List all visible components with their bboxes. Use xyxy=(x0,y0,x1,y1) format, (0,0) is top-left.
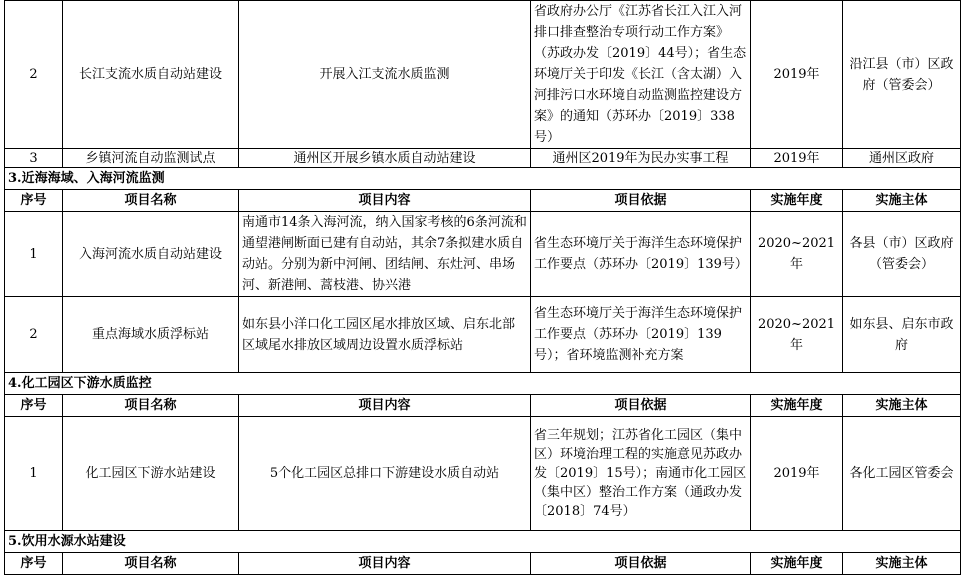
row-basis: 省三年规划；江苏省化工园区（集中区）环境治理工程的实施意见苏政办发〔2019〕15号）；南通市化工园区（集中区）整治工作方案（通政办发〔2018〕74号） xyxy=(531,417,751,531)
header-year: 实施年度 xyxy=(751,395,843,417)
table-row xyxy=(5,149,961,168)
row-subject: 沿江县（市）区政府（管委会） xyxy=(843,1,961,149)
row-seq: 2 xyxy=(5,297,63,373)
header-year: 实施年度 xyxy=(751,190,843,212)
row-content: 如东县小洋口化工园区尾水排放区域、启东北部区域尾水排放区域周边设置水质浮标站 xyxy=(239,297,531,373)
section-title: 3.近海海域、入海河流监测 xyxy=(5,168,961,190)
row-seq: 1 xyxy=(5,417,63,531)
row-name: 化工园区下游水站建设 xyxy=(63,417,239,531)
header-seq: 序号 xyxy=(5,190,63,212)
row-name: 长江支流水质自动站建设 xyxy=(63,1,239,149)
row-content: 开展入江支流水质监测 xyxy=(239,1,531,149)
table-row xyxy=(5,1,961,149)
row-basis: 省生态环境厅关于海洋生态环境保护工作要点（苏环办〔2019〕139号） xyxy=(531,212,751,297)
header-row xyxy=(5,553,961,575)
row-content: 南通市14条入海河流，纳入国家考核的6条河流和通望港闸断面已建有自动站，其余7条拟建水质自动站。分别为新中河闸、团结闸、东灶河、串场河、新港闸、蒿枝港、协兴港 xyxy=(239,212,531,297)
row-content: 5个化工园区总排口下游建设水质自动站 xyxy=(239,417,531,531)
row-basis: 通州区2019年为民办实事工程 xyxy=(531,149,751,168)
row-year: 2020~2021年 xyxy=(751,297,843,373)
header-subject: 实施主体 xyxy=(843,395,961,417)
row-subject: 如东县、启东市政府 xyxy=(843,297,961,373)
header-subject: 实施主体 xyxy=(843,190,961,212)
header-basis: 项目依据 xyxy=(531,190,751,212)
header-seq: 序号 xyxy=(5,553,63,575)
header-basis: 项目依据 xyxy=(531,553,751,575)
row-basis: 省生态环境厅关于海洋生态环境保护工作要点（苏环办〔2019〕139号）；省环境监测补充方案 xyxy=(531,297,751,373)
header-content: 项目内容 xyxy=(239,190,531,212)
header-row xyxy=(5,395,961,417)
table-row xyxy=(5,212,961,297)
header-content: 项目内容 xyxy=(239,553,531,575)
project-table xyxy=(4,0,961,575)
section-title: 4.化工园区下游水质监控 xyxy=(5,373,961,395)
header-content: 项目内容 xyxy=(239,395,531,417)
section-title-row xyxy=(5,531,961,553)
header-year: 实施年度 xyxy=(751,553,843,575)
table-row xyxy=(5,417,961,531)
row-name: 重点海域水质浮标站 xyxy=(63,297,239,373)
row-basis: 省政府办公厅《江苏省长江入江入河排口排查整治专项行动工作方案》（苏政办发〔2019〕44号）；省生态环境厅关于印发《长江（含太湖）入河排污口水环境自动监测监控建设方案》的通知（苏环办〔2019〕338号） xyxy=(531,1,751,149)
row-name: 入海河流水质自动站建设 xyxy=(63,212,239,297)
section-title-row xyxy=(5,168,961,190)
row-name: 乡镇河流自动监测试点 xyxy=(63,149,239,168)
row-subject: 各县（市）区政府（管委会） xyxy=(843,212,961,297)
row-content: 通州区开展乡镇水质自动站建设 xyxy=(239,149,531,168)
header-name: 项目名称 xyxy=(63,395,239,417)
header-basis: 项目依据 xyxy=(531,395,751,417)
header-subject: 实施主体 xyxy=(843,553,961,575)
row-year: 2019年 xyxy=(751,417,843,531)
header-row xyxy=(5,190,961,212)
section-title: 5.饮用水源水站建设 xyxy=(5,531,961,553)
header-name: 项目名称 xyxy=(63,190,239,212)
row-seq: 3 xyxy=(5,149,63,168)
row-year: 2020~2021年 xyxy=(751,212,843,297)
row-year: 2019年 xyxy=(751,1,843,149)
row-seq: 1 xyxy=(5,212,63,297)
row-subject: 各化工园区管委会 xyxy=(843,417,961,531)
row-subject: 通州区政府 xyxy=(843,149,961,168)
row-year: 2019年 xyxy=(751,149,843,168)
header-name: 项目名称 xyxy=(63,553,239,575)
row-seq: 2 xyxy=(5,1,63,149)
header-seq: 序号 xyxy=(5,395,63,417)
section-title-row xyxy=(5,373,961,395)
table-row xyxy=(5,297,961,373)
